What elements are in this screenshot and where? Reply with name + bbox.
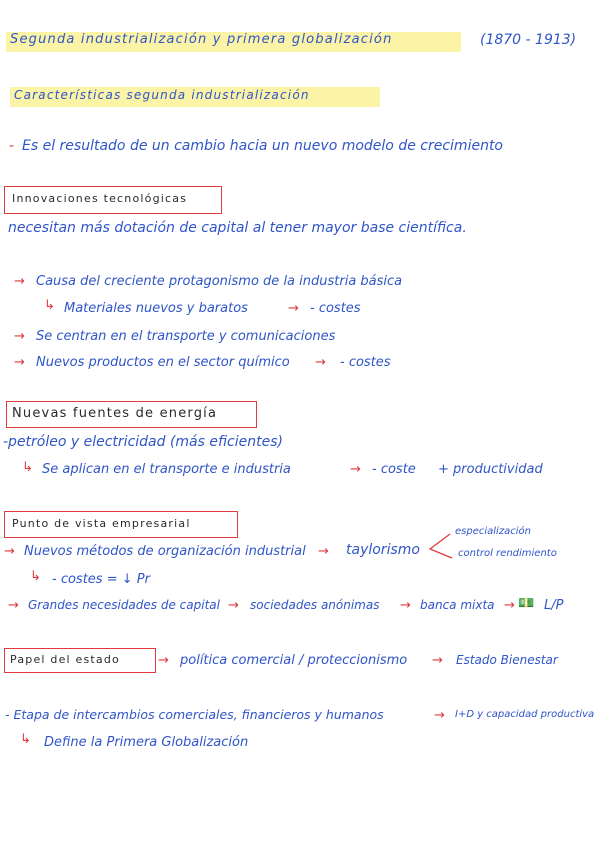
arrow-icon: → (158, 653, 169, 668)
fuentes-heading: Nuevas fuentes de energía (12, 406, 218, 421)
globalizacion-idc: I+D y capacidad productiva (455, 709, 595, 720)
hook-arrow-icon: ↳ (30, 569, 41, 584)
empresarial-lp: L/P (544, 598, 564, 613)
period-label: (1870 - 1913) (480, 32, 577, 48)
fuentes-coste: - coste (372, 462, 416, 477)
taylorismo-label: taylorismo (346, 542, 420, 558)
empresarial-heading: Punto de vista empresarial (12, 517, 191, 530)
money-icon: 💵 (518, 596, 535, 611)
arrow-icon: → (400, 598, 411, 613)
fuentes-productividad: + productividad (438, 462, 543, 477)
empresarial-capital: Grandes necesidades de capital (28, 598, 220, 612)
arrow-icon: → (434, 708, 445, 723)
page-title: Segunda industrialización y primera globalización (10, 32, 393, 47)
estado-politica: política comercial / proteccionismo (180, 653, 408, 668)
arrow-icon: → (315, 355, 326, 370)
hook-arrow-icon: ↳ (20, 732, 31, 747)
innovaciones-desc: necesitan más dotación de capital al tener mayor base científica. (8, 220, 467, 236)
arrow-icon: → (228, 598, 239, 613)
empresarial-costes: - costes = ↓ Pr (52, 572, 150, 587)
innovaciones-item-2: Materiales nuevos y baratos (64, 301, 248, 316)
fuentes-line-1: -petróleo y electricidad (más eficientes) (3, 434, 283, 450)
arrow-icon: → (4, 544, 15, 559)
empresarial-metodos: Nuevos métodos de organización industrial (24, 544, 306, 559)
innovaciones-item-4-result: - costes (340, 355, 391, 370)
hook-arrow-icon: ↳ (22, 460, 33, 475)
globalizacion-define: Define la Primera Globalización (44, 735, 249, 750)
innovaciones-item-4: Nuevos productos en el sector químico (36, 355, 290, 370)
innovaciones-item-1: Causa del creciente protagonismo de la industria básica (36, 274, 403, 289)
innovaciones-heading: Innovaciones tecnológicas (12, 192, 188, 205)
intro-text: Es el resultado de un cambio hacia un nuevo modelo de crecimiento (22, 138, 503, 154)
arrow-icon: → (504, 598, 515, 613)
arrow-icon: → (8, 598, 19, 613)
arrow-icon: → (14, 274, 25, 289)
arrow-icon: → (318, 544, 329, 559)
branch-control-rendimiento: control rendimiento (458, 548, 557, 559)
arrow-icon: → (288, 301, 299, 316)
empresarial-sociedades: sociedades anónimas (250, 598, 380, 612)
fuentes-line-2: Se aplican en el transporte e industria (42, 462, 291, 477)
intro-bullet: - (9, 138, 15, 154)
hook-arrow-icon: ↳ (44, 298, 55, 313)
arrow-icon: → (350, 462, 361, 477)
globalizacion-etapa: - Etapa de intercambios comerciales, financieros y humanos (5, 707, 384, 722)
section-subtitle: Características segunda industrialización (14, 88, 310, 102)
innovaciones-item-3: Se centran en el transporte y comunicaciones (36, 329, 336, 344)
arrow-icon: → (14, 355, 25, 370)
empresarial-banca: banca mixta (420, 598, 495, 612)
branch-especializacion: especialización (455, 526, 531, 537)
arrow-icon: → (432, 653, 443, 668)
estado-bienestar: Estado Bienestar (456, 653, 558, 667)
estado-heading: Papel del estado (10, 653, 120, 666)
innovaciones-item-2-result: - costes (310, 301, 361, 316)
arrow-icon: → (14, 329, 25, 344)
